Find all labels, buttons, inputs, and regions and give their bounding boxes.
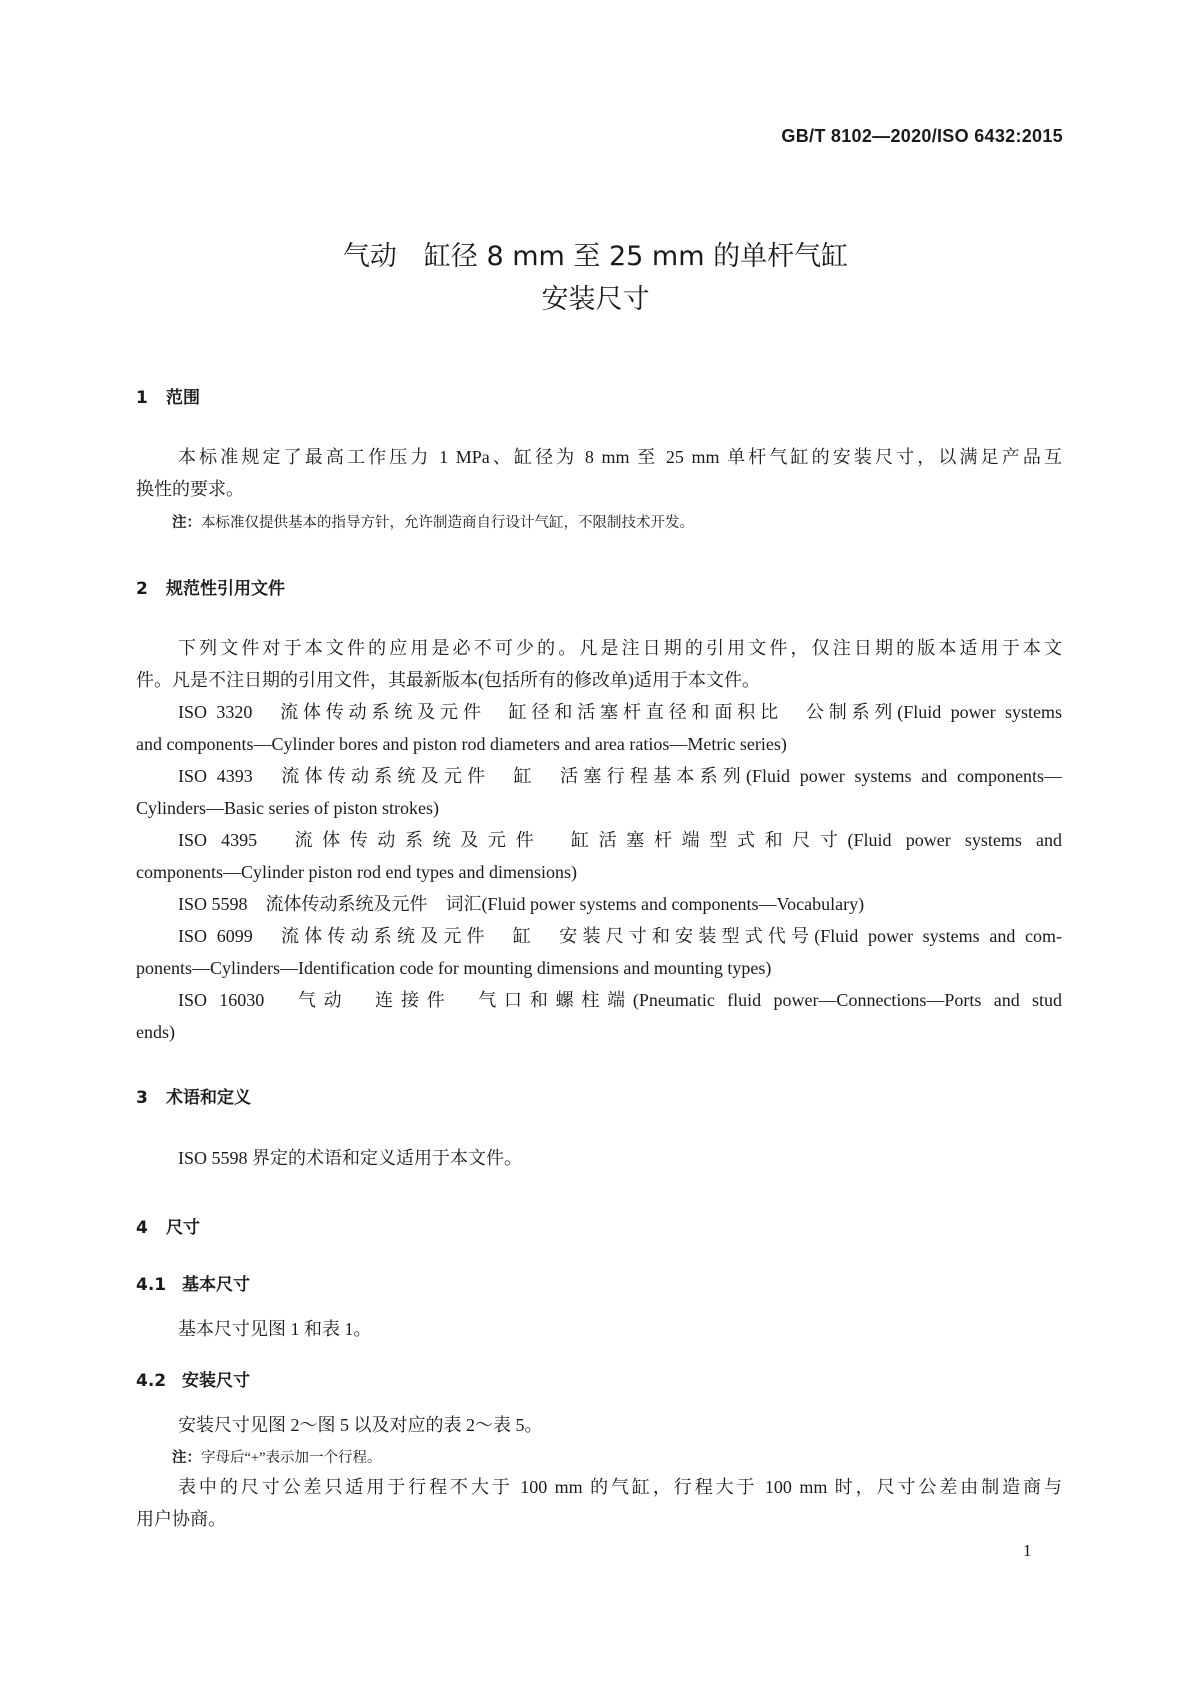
paragraph-line: 下列文件对于本文件的应用是必不可少的。凡是注日期的引用文件，仅注日期的版本适用于本文 [178,638,1062,658]
paragraph-line: 本标准规定了最高工作压力 1 MPa、缸径为 8 mm 至 25 mm 单杆气缸的安装尺寸，以满足产品互 [178,447,1062,467]
paragraph-line: 安装尺寸见图 2～图 5 以及对应的表 2～表 5。 [178,1415,543,1435]
section-heading-dimensions [136,1213,200,1238]
note-label: 注： [172,1450,201,1466]
section-title: 尺寸 [166,1218,200,1238]
section-title: 规范性引用文件 [166,579,285,599]
section-number: 4 [136,1218,148,1238]
note [172,1446,382,1467]
reference-line: and components—Cylinder bores and piston rod diameters and area ratios—Metric series) [136,734,787,754]
section-number: 2 [136,579,148,599]
paragraph-line: 用户协商。 [136,1509,226,1529]
section-heading-terms [136,1083,251,1108]
subsection-heading-mounting-dimensions [136,1366,250,1391]
section-heading-scope [136,383,200,408]
note-text: 本标准仅提供基本的指导方针，允许制造商自行设计气缸，不限制技术开发。 [201,515,694,531]
reference-line: ponents—Cylinders—Identification code for mounting dimensions and mounting types) [136,958,772,978]
section-title: 基本尺寸 [182,1275,250,1295]
page-number: 1 [1023,1541,1032,1560]
reference-line: ISO 16030 气动 连接件 气口和螺柱端(Pneumatic fluid power—Connections—Ports and stud [178,990,1062,1010]
paragraph-line: ISO 5598 界定的术语和定义适用于本文件。 [178,1148,523,1168]
reference-line: ends) [136,1022,175,1042]
section-title: 安装尺寸 [182,1371,250,1391]
section-heading-normative-references [136,574,285,599]
reference-line: ISO 4393 流体传动系统及元件 缸 活塞行程基本系列(Fluid power systems and components— [178,766,1062,786]
document-title-line-1: 气动 缸径 8 mm 至 25 mm 的单杆气缸 [342,241,849,272]
note-text: 字母后“+”表示加一个行程。 [201,1450,382,1466]
subsection-heading-basic-dimensions [136,1270,250,1295]
note-label: 注： [172,515,201,531]
section-title: 范围 [166,388,200,408]
section-number: 4.1 [136,1275,167,1295]
section-number: 3 [136,1088,148,1108]
standard-number-header: GB/T 8102—2020/ISO 6432:2015 [781,126,1063,146]
note [172,511,694,532]
document-title-line-2: 安装尺寸 [541,284,650,315]
reference-line: ISO 5598 流体传动系统及元件 词汇(Fluid power systems and components—Vocabulary) [178,894,865,914]
paragraph-line: 表中的尺寸公差只适用于行程不大于 100 mm 的气缸，行程大于 100 mm 时，尺寸公差由制造商与 [178,1477,1062,1497]
reference-line: Cylinders—Basic series of piston strokes) [136,798,439,818]
reference-line: ISO 4395 流体传动系统及元件 缸活塞杆端型式和尺寸(Fluid power systems and [178,830,1062,850]
section-number: 1 [136,388,148,408]
reference-line: ISO 6099 流体传动系统及元件 缸 安装尺寸和安装型式代号(Fluid power systems and com- [178,926,1062,946]
paragraph-line: 换性的要求。 [136,479,244,499]
paragraph-line: 件。凡是不注日期的引用文件，其最新版本(包括所有的修改单)适用于本文件。 [136,670,760,690]
reference-line: components—Cylinder piston rod end types and dimensions) [136,862,577,882]
section-title: 术语和定义 [166,1088,251,1108]
paragraph-line: 基本尺寸见图 1 和表 1。 [178,1319,372,1339]
reference-line: ISO 3320 流体传动系统及元件 缸径和活塞杆直径和面积比 公制系列(Fluid power systems [178,702,1062,722]
section-number: 4.2 [136,1371,167,1391]
